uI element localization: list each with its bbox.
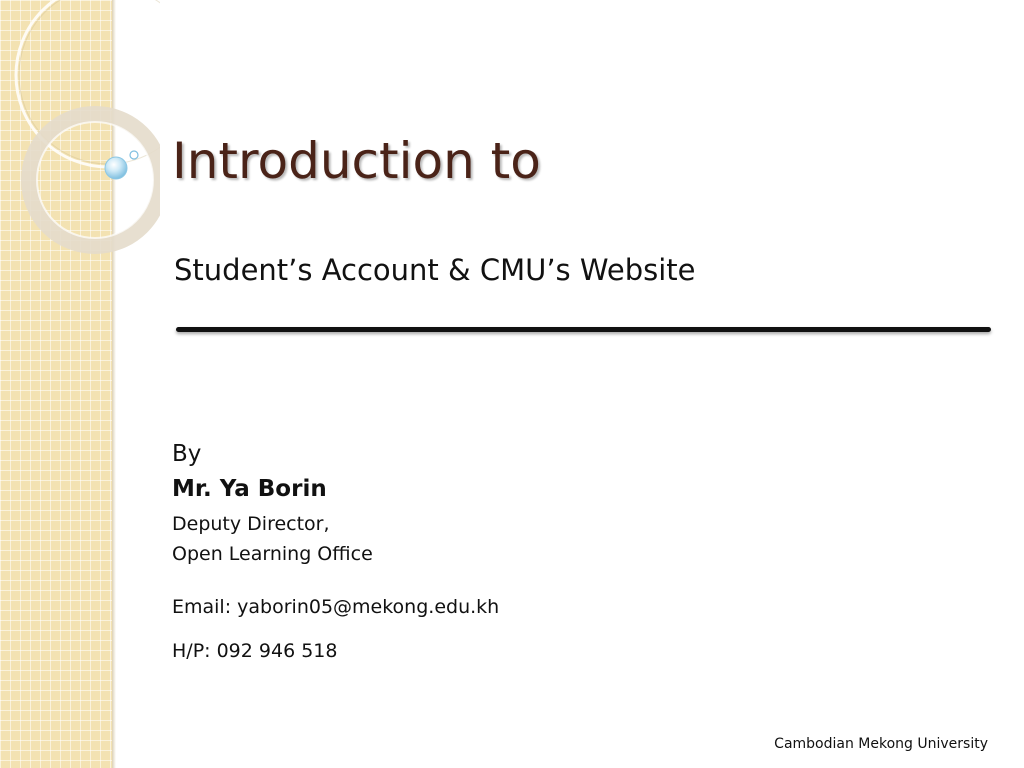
small-bubble-icon bbox=[130, 151, 138, 159]
author-email: Email: yaborin05@mekong.edu.kh bbox=[172, 596, 500, 618]
author-name: Mr. Ya Borin bbox=[172, 476, 327, 502]
author-phone: H/P: 092 946 518 bbox=[172, 640, 338, 662]
divider-line bbox=[176, 327, 991, 332]
author-position-title: Deputy Director, bbox=[172, 513, 330, 535]
slide-title: Introduction to bbox=[172, 132, 541, 190]
decorative-rings bbox=[0, 0, 160, 260]
footer-organization: Cambodian Mekong University bbox=[774, 736, 988, 752]
by-label: By bbox=[172, 441, 202, 467]
blue-bubble-icon bbox=[105, 157, 127, 179]
medium-ring-icon bbox=[29, 114, 160, 246]
slide-subtitle: Student’s Account & CMU’s Website bbox=[174, 253, 696, 287]
author-office: Open Learning Office bbox=[172, 543, 373, 565]
